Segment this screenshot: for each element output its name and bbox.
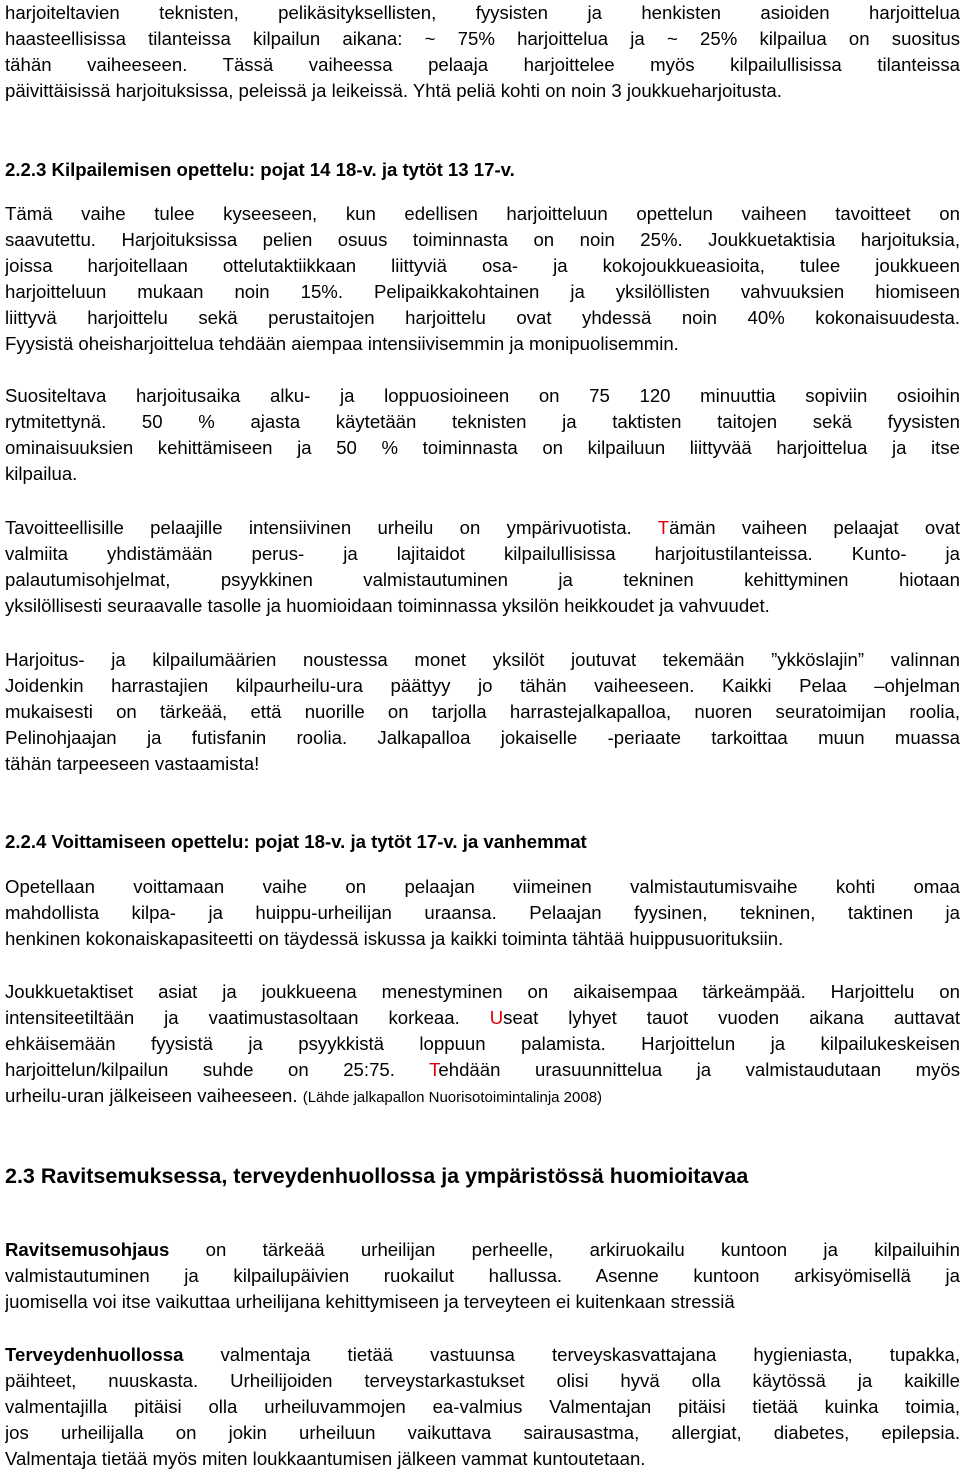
text-line: palautumisohjelmat, psyykkinen valmistautuminen ja tekninen kehittyminen hiotaan bbox=[5, 569, 960, 590]
paragraph-intro bbox=[5, 0, 960, 104]
text-segment: on tärkeää urheilijan perheelle, arkiruokailu kuntoon ja kilpailuihin bbox=[169, 1239, 960, 1260]
text-line: tähän vaiheeseen. Tässä vaiheessa pelaaja harjoittelee myös kilpailullisissa tilanteissa bbox=[5, 54, 960, 75]
bold-term: Terveydenhuollossa bbox=[5, 1344, 184, 1365]
text-line: ominaisuuksien kehittämiseen ja 50 % toiminnasta on kilpailuun liittyvää harjoittelua ja itse bbox=[5, 437, 960, 458]
text-line: päihteet, nuuskasta. Urheilijoiden terveystarkastukset olisi hyvä olla käytössä ja kaikille bbox=[5, 1370, 960, 1391]
text-line: Harjoitus- ja kilpailumäärien noustessa monet yksilöt joutuvat tekemään ”ykköslajin” valinnan bbox=[5, 649, 960, 670]
red-letter: T bbox=[429, 1059, 439, 1080]
text-segment: Tavoitteellisille pelaajille intensiivinen urheilu on ympärivuotista. bbox=[5, 517, 658, 538]
text-line: tähän tarpeeseen vastaamista! bbox=[5, 753, 260, 774]
text-line: kilpailua. bbox=[5, 463, 78, 484]
section-heading-2-3: 2.3 Ravitsemuksessa, terveydenhuollossa ja ympäristössä huomioitavaa bbox=[5, 1164, 749, 1188]
text-line bbox=[5, 1237, 960, 1263]
text-line: harjoiteltavien teknisten, pelikäsityksellisten, fyysisten ja henkisten asioiden harjoittelua bbox=[5, 2, 960, 23]
paragraph-2-2-3-b bbox=[5, 383, 960, 487]
red-letter: T bbox=[657, 517, 670, 538]
text-line: valmiita yhdistämään perus- ja lajitaidot kilpailullisissa harjoitustilanteissa. Kunto- ja bbox=[5, 543, 960, 564]
text-line: mukaisesti on tärkeää, että nuorille on tarjolla harrastejalkapalloa, nuoren seuratoimijan roolia, bbox=[5, 701, 960, 722]
paragraph-nutrition bbox=[5, 1237, 960, 1315]
paragraph-2-2-4-b bbox=[5, 979, 960, 1109]
text-line: harjoitteluun mukaan noin 15%. Pelipaikkakohtainen ja yksilöllisten vahvuuksien hiomiseen bbox=[5, 281, 960, 302]
text-segment: ämän vaiheen pelaajat ovat bbox=[669, 517, 960, 538]
text-segment: valmentaja tietää vastuunsa terveyskasvattajana hygieniasta, tupakka, bbox=[183, 1344, 960, 1365]
text-line bbox=[5, 1342, 960, 1368]
text-line: Suositeltava harjoitusaika alku- ja loppuosioineen on 75 120 minuuttia sopiviin osioihin bbox=[5, 385, 960, 406]
text-line: liittyvä harjoittelu sekä perustaitojen harjoittelu ovat yhdessä noin 40% kokonaisuudesta. bbox=[5, 307, 960, 328]
source-citation: (Lähde jalkapallon Nuorisotoimintalinja 2008) bbox=[302, 1089, 603, 1106]
red-letter: U bbox=[489, 1007, 504, 1028]
text-line: joissa harjoitellaan ottelutaktiikkaan liittyviä osa- ja kokojoukkueasioita, tulee joukkueen bbox=[5, 255, 960, 276]
text-line: Fyysistä oheisharjoittelua tehdään aiempaa intensiivisemmin ja monipuolisemmin. bbox=[5, 333, 679, 354]
text-segment: intensiteetiltään ja vaatimustasoltaan korkeaa. bbox=[5, 1007, 490, 1028]
paragraph-2-2-3-d bbox=[5, 647, 960, 777]
text-line: valmentajilla pitäisi olla urheiluvammojen ea-valmius Valmentajan pitäisi tietää kuinka toimia, bbox=[5, 1396, 960, 1417]
text-line: ehkäisemään fyysistä ja psyykkistä loppuun palamista. Harjoittelun ja kilpailukeskeisen bbox=[5, 1033, 960, 1054]
text-line: Tämä vaihe tulee kyseeseen, kun edellisen harjoitteluun opettelun vaiheen tavoitteet on bbox=[5, 203, 960, 224]
text-segment: ehdään urasuunnittelua ja valmistaudutaan myös bbox=[438, 1059, 960, 1080]
text-line: rytmitettynä. 50 % ajasta käytetään teknisten ja taktisten taitojen sekä fyysisten bbox=[5, 411, 960, 432]
paragraph-2-2-4-a bbox=[5, 874, 960, 952]
text-line: Pelinohjaajan ja futisfanin roolia. Jalkapalloa jokaiselle -periaate tarkoittaa muun muassa bbox=[5, 727, 960, 748]
text-line: päivittäisissä harjoituksissa, peleissä ja leikeissä. Yhtä peliä kohti on noin 3 joukkueharjoitusta. bbox=[5, 80, 782, 101]
text-line: Joukkuetaktiset asiat ja joukkueena menestyminen on aikaisempaa tärkeämpää. Harjoittelu on bbox=[5, 981, 960, 1002]
text-line: Joidenkin harrastajien kilpaurheilu-ura päättyy jo tähän vaiheeseen. Kaikki Pelaa –ohjelman bbox=[5, 675, 960, 696]
paragraph-healthcare bbox=[5, 1342, 960, 1472]
text-line: haasteellisissa tilanteissa kilpailun aikana: ~ 75% harjoittelua ja ~ 25% kilpailua on suositus bbox=[5, 28, 960, 49]
text-line: juomisella voi itse vaikuttaa urheilijana kehittymiseen ja terveyteen ei kuitenkaan stressiä bbox=[5, 1291, 735, 1312]
text-line: jos urheilijalla on jokin urheiluun vaikuttava sairausastma, allergiat, diabetes, epilepsia. bbox=[5, 1422, 960, 1443]
section-heading-2-2-3: 2.2.3 Kilpailemisen opettelu: pojat 14 18-v. ja tytöt 13 17-v. bbox=[5, 159, 515, 180]
bold-term: Ravitsemusohjaus bbox=[5, 1239, 170, 1260]
text-line bbox=[5, 1005, 960, 1031]
text-line: mahdollista kilpa- ja huippu-urheilijan uraansa. Pelaajan fyysinen, tekninen, taktinen ja bbox=[5, 902, 960, 923]
text-line bbox=[5, 1057, 960, 1083]
text-line: henkinen kokonaiskapasiteetti on täydessä iskussa ja kaikki toiminta tähtää huippusuorituksiin. bbox=[5, 928, 784, 949]
text-segment: urheilu-uran jälkeiseen vaiheeseen. bbox=[5, 1085, 303, 1106]
text-line: Valmentaja tietää myös miten loukkaantumisen jälkeen vammat kuntoutetaan. bbox=[5, 1448, 646, 1469]
text-line bbox=[5, 1083, 960, 1109]
text-line: valmistautuminen ja kilpailupäivien ruokailut hallussa. Asenne kuntoon arkisyömisellä ja bbox=[5, 1265, 960, 1286]
text-line bbox=[5, 515, 960, 541]
text-segment: seat lyhyet tauot vuoden aikana auttavat bbox=[503, 1007, 960, 1028]
paragraph-2-2-3-a bbox=[5, 201, 960, 357]
text-line: yksilöllisesti seuraavalle tasolle ja huomioidaan toiminnassa yksilön heikkoudet ja vahvuudet. bbox=[5, 595, 770, 616]
text-line: Opetellaan voittamaan vaihe on pelaajan viimeinen valmistautumisvaihe kohti omaa bbox=[5, 876, 960, 897]
text-segment: harjoittelun/kilpailun suhde on 25:75. bbox=[5, 1059, 430, 1080]
paragraph-2-2-3-c bbox=[5, 515, 960, 619]
text-line: saavutettu. Harjoituksissa pelien osuus toiminnasta on noin 25%. Joukkuetaktisia harjoituksia, bbox=[5, 229, 960, 250]
section-heading-2-2-4: 2.2.4 Voittamiseen opettelu: pojat 18-v. ja tytöt 17-v. ja vanhemmat bbox=[5, 831, 587, 852]
